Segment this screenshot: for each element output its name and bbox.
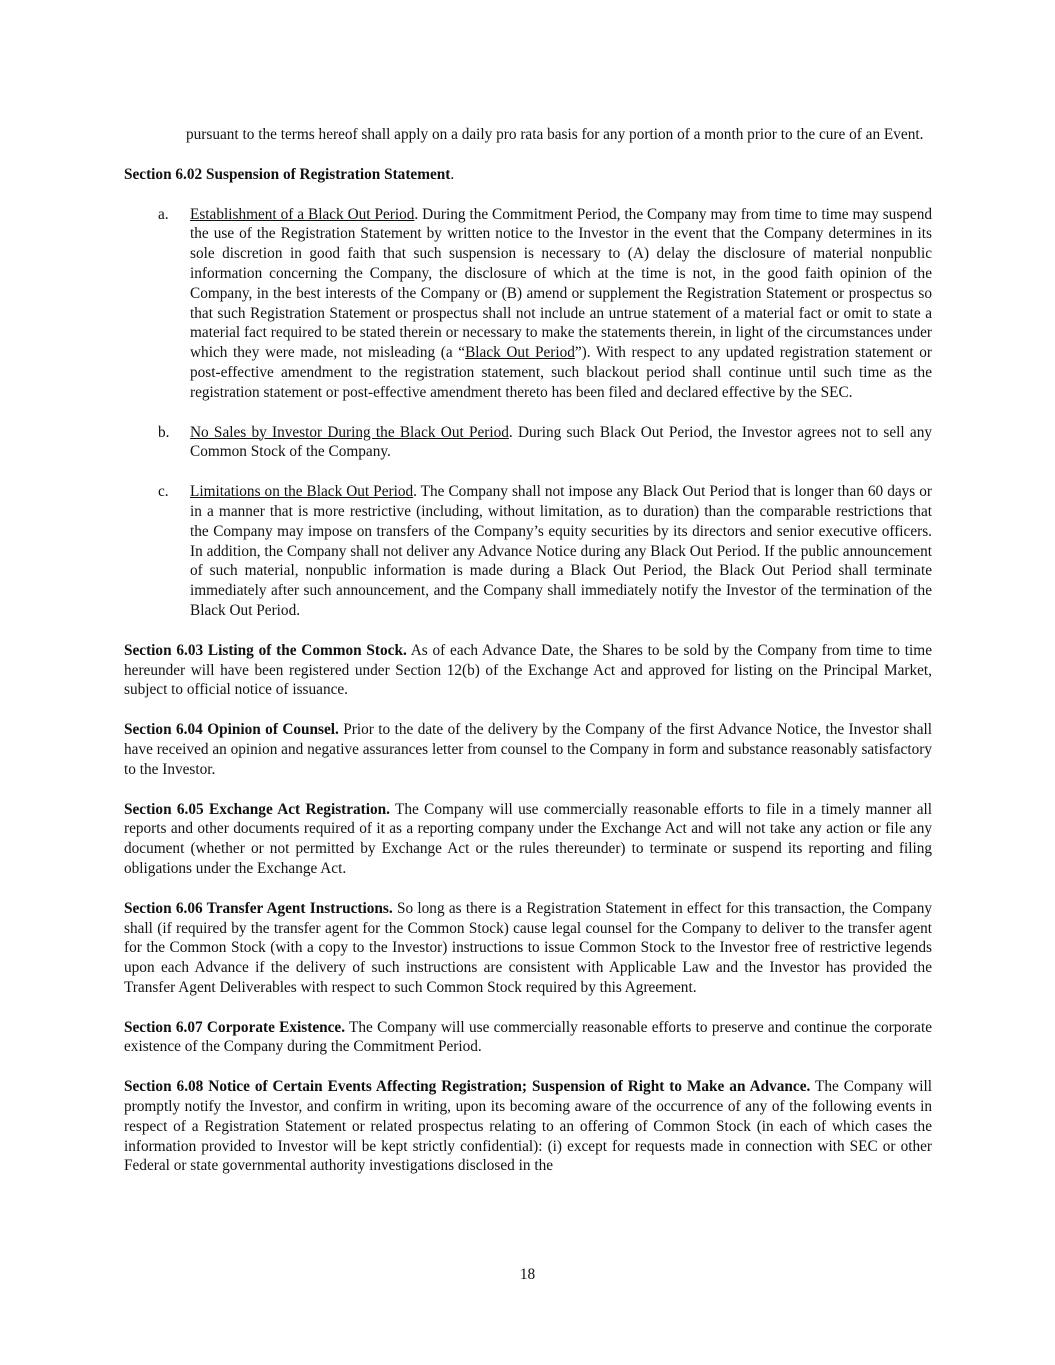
document-page (124, 125, 932, 1176)
item-title: Establishment of a Black Out Period (190, 205, 415, 223)
section-body: So long as there is a Registration Statement in effect for this transaction, the Company shall (if required by the transfer agent for the Common Stock) cause legal counsel for the Company to deliver to the transfer agent for the Common Stock (with a copy to the Investor) instructions to issue Common Stock to the Investor free of restrictive legends upon each Advance if the delivery of such instructions are consistent with Applicable Law and the Investor has provided the Transfer Agent Deliverables with respect to such Common Stock required by this Agreement. (124, 899, 932, 996)
list-item-a (124, 205, 932, 403)
section-body: Prior to the date of the delivery by the Company of the first Advance Notice, the Investor shall have received an opinion and negative assurances letter from counsel to the Company in form and substance reasonably satisfactory to the Investor. (124, 721, 932, 778)
section-body: The Company will promptly notify the Investor, and confirm in writing, upon its becoming aware of the occurrence of any of the following events in respect of a Registration Statement or related prospectus relating to an offering of Common Stock (in each of which cases the information provided to Investor will be kept strictly confidential): (i) except for requests made in connection with SEC or other Federal or state governmental authority investigations disclosed in the (124, 1078, 933, 1175)
section-body: The Company will use commercially reasonable efforts to preserve and continue the corporate existence of the Company during the Commitment Period. (124, 1018, 932, 1056)
item-title: Limitations on the Black Out Period (190, 483, 414, 501)
section-heading: Section 6.06 Transfer Agent Instructions. (124, 899, 393, 917)
defined-term: Black Out Period (465, 344, 575, 362)
section-heading: Section 6.08 Notice of Certain Events Affecting Registration; Suspension of Right to Make an Advance. (124, 1078, 811, 1096)
list-label: c. (158, 483, 169, 501)
section-6-07 (124, 1018, 932, 1058)
section-6-02-heading: Section 6.02 Suspension of Registration Statement. (124, 165, 455, 183)
section-heading: Section 6.02 Suspension of Registration Statement (124, 165, 451, 183)
section-6-04 (124, 720, 932, 779)
section-body: As of each Advance Date, the Shares to be sold by the Company from time to time hereunder will have been registered under Section 12(b) of the Exchange Act and approved for listing on the Principal Market, subject to official notice of issuance. (124, 641, 932, 699)
item-title: No Sales by Investor During the Black Out Period (190, 423, 509, 441)
list-text: Establishment of a Black Out Period. During the Commitment Period, the Company may from time to time may suspend the use of the Registration Statement by written notice to the Investor in the event that the Company determines in its sole discretion in good faith that such suspension is necessary to (A) delay the disclosure of material nonpublic information concerning the Company, the disclosure of which at the time is not, in the good faith opinion of the Company, in the best interests of the Company or (B) amend or supplement the Registration Statement or prospectus so that such Registration Statement or prospectus shall not include an untrue statement of a material fact or omit to state a material fact required to be stated therein or necessary to make the statements therein, in light of the circumstances under which they were made, not misleading (a “Black Out Period”). With respect to any updated registration statement or post-effective amendment to the registration statement, such blackout period shall continue until such time as the registration statement or post-effective amendment thereto has been filed and declared effective by the SEC. (190, 205, 933, 401)
continuation-paragraph: pursuant to the terms hereof shall apply on a daily pro rata basis for any portion of a month prior to the cure of an Event. (186, 126, 924, 143)
section-heading: Section 6.04 Opinion of Counsel. (124, 721, 339, 739)
section-heading: Section 6.03 Listing of the Common Stock. (124, 641, 407, 659)
page-number: 18 (519, 1266, 536, 1283)
section-heading: Section 6.05 Exchange Act Registration. (124, 800, 391, 818)
list-item-c (124, 482, 932, 621)
section-6-06 (124, 899, 932, 998)
section-heading: Section 6.07 Corporate Existence. (124, 1018, 346, 1036)
list-label: b. (158, 423, 170, 441)
section-body: The Company will use commercially reasonable efforts to file in a timely manner all reports and other documents required of it as a reporting company under the Exchange Act and will not take any action or file any document (whether or not permitted by Exchange Act or the rules thereunder) to terminate or suspend its reporting and filing obligations under the Exchange Act. (124, 800, 933, 877)
list-label: a. (158, 205, 169, 223)
list-text: No Sales by Investor During the Black Out Period. During such Black Out Period, the Investor agrees not to sell any Common Stock of the Company. (190, 423, 932, 461)
list-text: Limitations on the Black Out Period. The Company shall not impose any Black Out Period that is longer than 60 days or in a manner that is more restrictive (including, without limitation, as to duration) than the comparable restrictions that the Company may impose on transfers of the Company’s equity securities by its directors and senior executive officers. In addition, the Company shall not deliver any Advance Notice during any Black Out Period. If the public announcement of such material, nonpublic information is made during a Black Out Period, the Black Out Period shall terminate immediately after such announcement, and the Company shall immediately notify the Investor of the termination of the Black Out Period. (190, 483, 932, 619)
section-6-05 (124, 800, 932, 879)
list-item-b (124, 423, 932, 463)
section-6-08 (124, 1077, 932, 1176)
section-6-03 (124, 641, 932, 700)
